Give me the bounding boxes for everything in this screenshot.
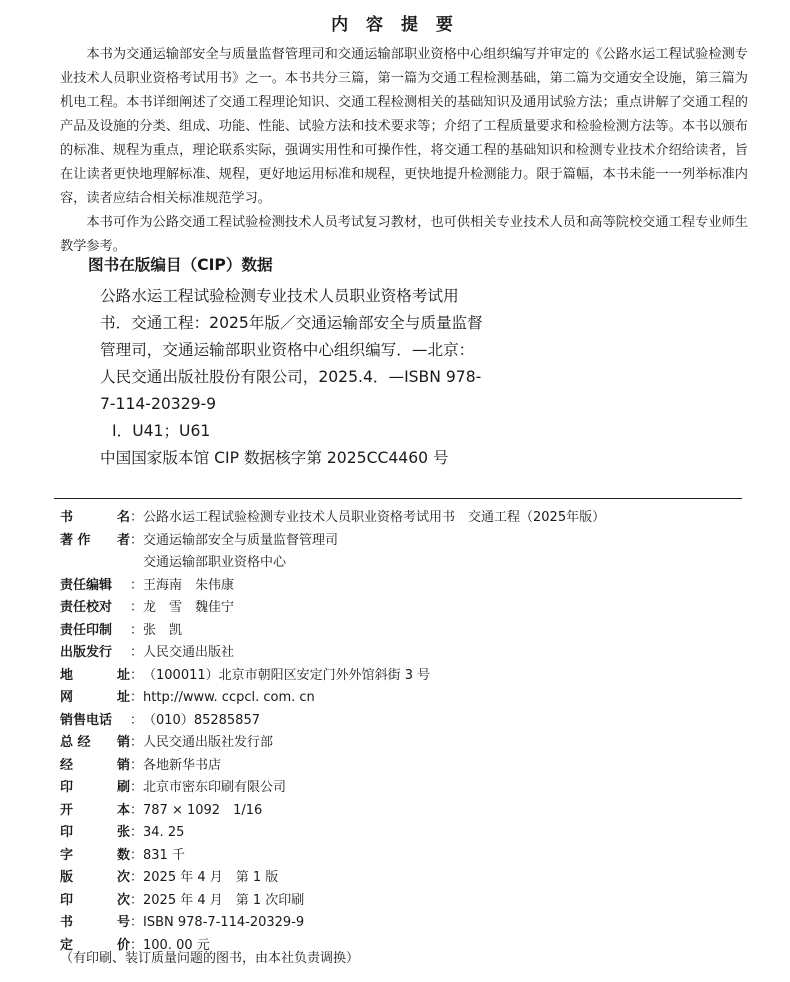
info-label: 著 作 者 bbox=[60, 532, 130, 548]
abstract-paragraph: 本书可作为公路交通工程试验检测技术人员考试复习教材，也可供相关专业技术人员和高等院校交通工程专业师生教学参考。 bbox=[60, 215, 748, 254]
info-label: 字 数 bbox=[60, 847, 130, 863]
info-value: 34. 25 bbox=[143, 825, 185, 840]
info-label: 书 号 bbox=[60, 915, 130, 930]
info-row: 书 号 ： ISBN 978-7-114-20329-9 bbox=[60, 912, 760, 935]
info-row: 网 址 ： http://www. ccpcl. com. cn bbox=[60, 687, 760, 710]
info-row: 版 次 ： 2025 年 4 月 第 1 版 bbox=[60, 867, 760, 890]
cip-classification: Ⅰ．U41；U61 bbox=[112, 422, 211, 440]
info-label: 书 名 bbox=[60, 510, 130, 525]
cip-heading: 图书在版编目（CIP）数据 bbox=[88, 256, 273, 274]
info-row: 地 址 ： （100011）北京市朝阳区安定门外外馆斜街 3 号 bbox=[60, 665, 760, 688]
info-row: 销售电话 ： （010）85285857 bbox=[60, 710, 760, 733]
info-row: 责任编辑 ： 王海南 朱伟康 bbox=[60, 575, 760, 598]
publication-info bbox=[60, 507, 760, 957]
info-label: 责任编辑 bbox=[60, 577, 113, 593]
info-label: 责任印制 bbox=[60, 622, 113, 638]
info-value: 100. 00 元 bbox=[143, 937, 210, 953]
info-value: 人民交通出版社发行部 bbox=[143, 735, 274, 750]
info-value: 787 × 1092 1/16 bbox=[143, 802, 263, 818]
info-label: 印 次 bbox=[60, 892, 130, 908]
info-label: 网 址 bbox=[60, 690, 130, 705]
cip-section bbox=[88, 252, 488, 472]
info-value: http://www. ccpcl. com. cn bbox=[143, 690, 315, 705]
info-label: 销售电话 bbox=[60, 712, 113, 728]
info-value: （100011）北京市朝阳区安定门外外馆斜街 3 号 bbox=[143, 667, 431, 683]
info-label: 地 址 bbox=[60, 667, 130, 683]
section-divider bbox=[54, 498, 742, 499]
info-row: 字 数 ： 831 千 bbox=[60, 845, 760, 868]
info-value: 交通运输部安全与质量监督管理司 bbox=[143, 532, 339, 548]
info-row: 印 次 ： 2025 年 4 月 第 1 次印刷 bbox=[60, 890, 760, 913]
info-value: （010）85285857 bbox=[143, 712, 260, 728]
info-row: 印 张 ： 34. 25 bbox=[60, 822, 760, 845]
info-value: 张 凯 bbox=[143, 622, 183, 638]
info-value: 2025 年 4 月 第 1 版 bbox=[143, 870, 279, 885]
quality-note: （有印刷、装订质量问题的图书，由本社负责调换） bbox=[60, 951, 360, 966]
info-label: 总 经 销 bbox=[60, 735, 130, 750]
page-title: 内 容 提 要 bbox=[331, 15, 459, 35]
info-value: 公路水运工程试验检测专业技术人员职业资格考试用书 交通工程（2025年版） bbox=[143, 510, 606, 525]
cip-record-number: 中国国家版本馆 CIP 数据核字第 2025CC4460 号 bbox=[100, 449, 449, 467]
info-value: 2025 年 4 月 第 1 次印刷 bbox=[143, 892, 305, 908]
abstract-paragraph: 本书为交通运输部安全与质量监督管理司和交通运输部职业资格中心组织编写并审定的《公路水运工程试验检测专业技术人员职业资格考试用书》之一。本书共分三篇，第一篇为交通工程检测基础，第二篇为交通安全设施，第三篇为机电工程。本书详细阐述了交通工程理论知识、交通工程检测相关的基础知识及通用试验方法；重点讲解了交通工程的产品及设施的分类、组成、功能、性能、试验方法和技术要求等；介绍了工程质量要求和检验检测方法等。本书以颁布的标准、规程为重点，理论联系实际，强调实用性和可操作性，将交通工程的基础知识和检测专业技术介绍给读者，旨在让读者更快地理解标准、规程，更好地运用标准和规程，更快地提升检测能力。限于篇幅，本书未能一一列举标准内容，读者应结合相关标准规范学习。 bbox=[60, 47, 748, 206]
info-value: 北京市密东印刷有限公司 bbox=[143, 780, 287, 795]
info-value: 各地新华书店 bbox=[143, 757, 222, 773]
info-label: 定 价 bbox=[60, 937, 130, 953]
info-label: 印 刷 bbox=[60, 780, 130, 795]
info-row: 经 销 ： 各地新华书店 bbox=[60, 755, 760, 778]
cip-description: 公路水运工程试验检测专业技术人员职业资格考试用书．交通工程：2025年版／交通运输部安全与质量监督管理司，交通运输部职业资格中心组织编写．—北京：人民交通出版社股份有限公司，2025.4．—ISBN 978-7-114-20329-9 bbox=[100, 287, 483, 413]
info-value: 人民交通出版社 bbox=[143, 645, 235, 660]
info-row: 印 刷 ： 北京市密东印刷有限公司 bbox=[60, 777, 760, 800]
info-row: 责任印制 ： 张 凯 bbox=[60, 620, 760, 643]
info-row: 著 作 者 ： 交通运输部安全与质量监督管理司 bbox=[60, 530, 760, 553]
info-label: 印 张 bbox=[60, 825, 130, 840]
info-value: 王海南 朱伟康 bbox=[143, 577, 235, 593]
info-value: 831 千 bbox=[143, 847, 185, 863]
info-label: 版 次 bbox=[60, 870, 130, 885]
info-row bbox=[60, 552, 760, 575]
abstract-section bbox=[60, 43, 748, 259]
info-value: 交通运输部职业资格中心 bbox=[143, 555, 287, 570]
info-row: 定 价 ： 100. 00 元 bbox=[60, 935, 760, 958]
info-row: 出版发行 ： 人民交通出版社 bbox=[60, 642, 760, 665]
info-row: 责任校对 ： 龙 雪 魏佳宁 bbox=[60, 597, 760, 620]
info-label: 责任校对 bbox=[60, 600, 113, 615]
info-row: 总 经 销 ： 人民交通出版社发行部 bbox=[60, 732, 760, 755]
info-row: 开 本 ： 787 × 1092 1/16 bbox=[60, 800, 760, 823]
info-row: 书 名 ： 公路水运工程试验检测专业技术人员职业资格考试用书 交通工程（2025年版） bbox=[60, 507, 760, 530]
info-value: 龙 雪 魏佳宁 bbox=[143, 600, 235, 615]
info-value: ISBN 978-7-114-20329-9 bbox=[143, 915, 305, 930]
info-label: 出版发行 bbox=[60, 645, 113, 660]
info-label: 开 本 bbox=[60, 802, 130, 818]
info-label: 经 销 bbox=[60, 757, 130, 773]
